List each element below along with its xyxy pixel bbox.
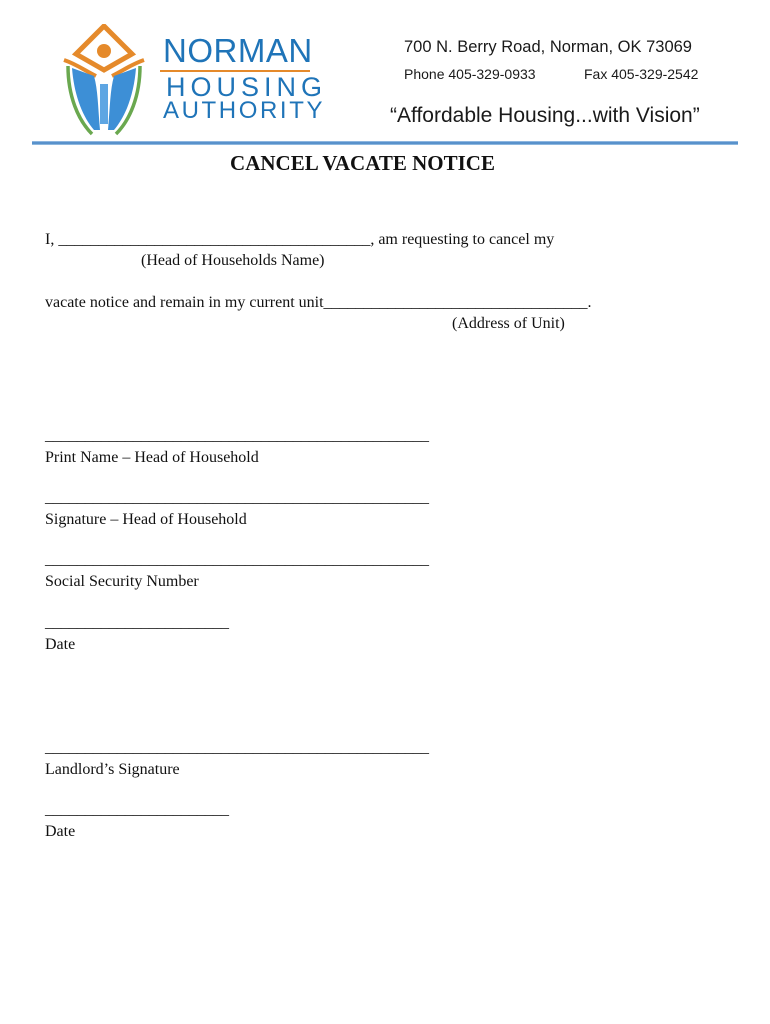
head-of-household-name-line[interactable]: I, _______________________________________, am requesting to cancel my [45, 231, 555, 248]
house-people-logo-icon [54, 24, 154, 136]
unit-address-line[interactable]: vacate notice and remain in my current unit_________________________________. [45, 294, 592, 311]
tenant-date-label: Date [45, 636, 76, 653]
print-name-label: Print Name – Head of Household [45, 449, 259, 466]
landlord-date-blank[interactable]: _______________________ [45, 801, 229, 818]
slogan: “Affordable Housing...with Vision” [390, 104, 700, 127]
print-name-blank[interactable]: ________________________________________________ [45, 427, 429, 444]
brand-name-authority: AUTHORITY [163, 97, 326, 124]
office-phone: Phone 405-329-0933 [404, 66, 536, 82]
landlord-signature-blank[interactable]: ________________________________________________ [45, 739, 429, 756]
signature-blank[interactable]: ________________________________________________ [45, 489, 429, 506]
ssn-label: Social Security Number [45, 573, 199, 590]
landlord-date-label: Date [45, 823, 76, 840]
signature-label: Signature – Head of Household [45, 511, 247, 528]
tenant-date-blank[interactable]: _______________________ [45, 614, 229, 631]
brand-name-norman: NORMAN [163, 32, 313, 69]
brand-name-housing: HOUSING [166, 72, 328, 102]
landlord-signature-label: Landlord’s Signature [45, 761, 180, 778]
ssn-blank[interactable]: ________________________________________________ [45, 551, 429, 568]
office-address: 700 N. Berry Road, Norman, OK 73069 [404, 38, 692, 56]
form-title: CANCEL VACATE NOTICE [230, 151, 495, 175]
header-divider [32, 141, 738, 145]
office-fax: Fax 405-329-2542 [584, 66, 699, 82]
head-of-household-name-caption: (Head of Households Name) [141, 252, 325, 269]
unit-address-caption: (Address of Unit) [452, 315, 565, 332]
